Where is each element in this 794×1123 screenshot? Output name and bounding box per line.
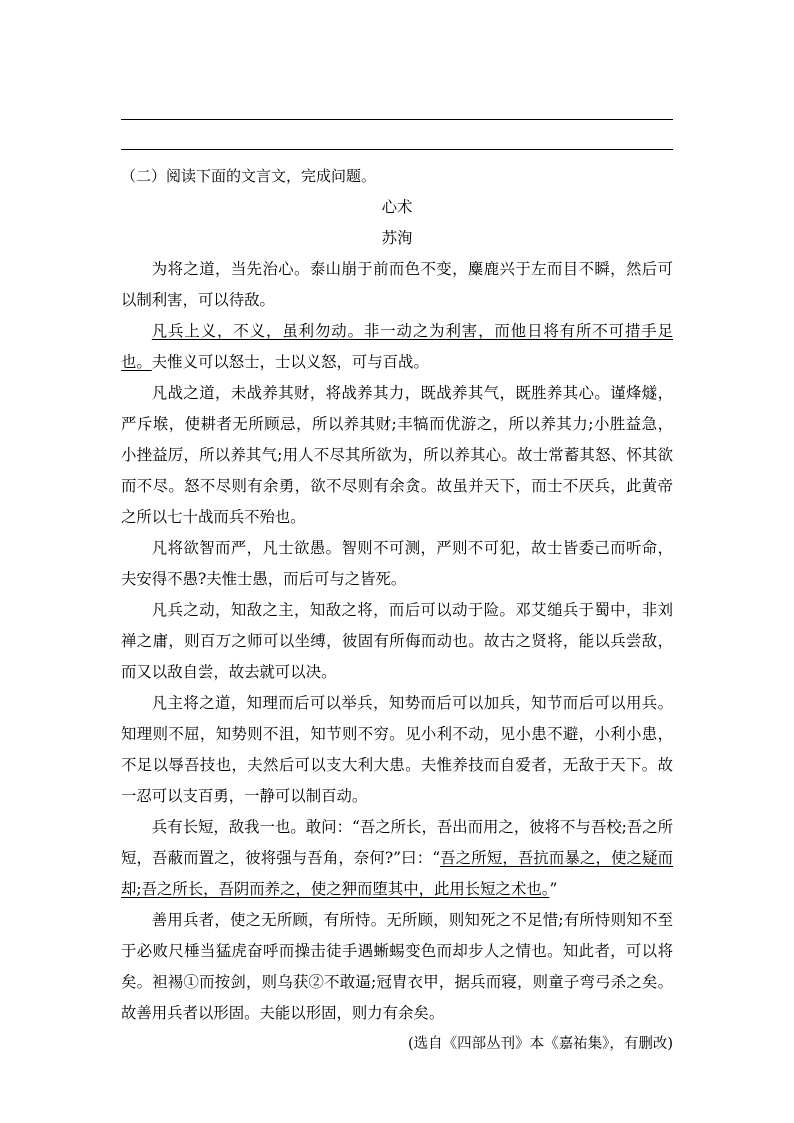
essay-paragraph-7 [121, 812, 673, 905]
answer-line-1 [121, 119, 673, 120]
essay-author: 苏洵 [381, 229, 413, 247]
essay-paragraph-5 [121, 595, 673, 688]
paragraph-text: 凡将欲智而严，凡士欲愚。智则不可测，严则不可犯，故士皆委己而听命，夫安得不愚?夫惟士愚，而后可与之皆死。 [121, 539, 673, 588]
paragraph-text: 善用兵者，使之无所顾，有所恃。无所顾，则知死之不足惜;有所恃则知不至于必败尺棰当猛虎奋呼而操击徒手遇蜥蜴变色而却步人之情也。知此者，可以将矣。袒裼①而按剑，则乌获②不敢逼;冠胄衣甲，据兵而寝，则童子弯弓杀之矣。故善用兵者以形固。夫能以形固，则力有余矣。 [121, 911, 673, 1022]
essay-paragraph-1 [121, 254, 673, 316]
paragraph-text: 凡战之道，未战养其财，将战养其力，既战养其气，既胜养其心。谨烽燧，严斥堠，使耕者无所顾忌，所以养其财;丰犒而优游之，所以养其力;小胜益急， 小挫益厉，所以养其气;用人不尽其所欲为，所以养其心。故士常蓄其怒、怀其欲而不尽。怒不尽则有余勇，欲不尽则有余贪。故虽并天下，而士不厌兵，此黄帝之所以七十战而兵不殆也。 [121, 384, 673, 526]
essay-paragraph-3 [121, 378, 673, 533]
essay-paragraph-6 [121, 688, 673, 812]
underlined-sentence: 吾之所短，吾抗而暴之，使之疑而却;吾之所长，吾阴而养之，使之狎而堕其中，此用长短之术也。 [121, 849, 673, 898]
paragraph-text: 兵有长短，敌我一也。敢问：“吾之所长，吾出而用之，彼将不与吾校;吾之所短，吾蔽而置之，彼将强与吾角，奈何?”曰：“ [121, 818, 673, 867]
source-note: (选自《四部丛刊》本《嘉祐集》，有删改) [407, 1036, 673, 1052]
essay-paragraph-2 [121, 316, 673, 378]
underlined-sentence: 凡兵上义，不义，虽利勿动。非一动之为利害，而他日将有所不可措手足也。 [121, 322, 673, 371]
answer-line-2 [121, 149, 673, 150]
essay-paragraph-4 [121, 533, 673, 595]
paragraph-text: 为将之道，当先治心。泰山崩于前而色不变，麋鹿兴于左而目不瞬，然后可以制利害，可以待敌。 [121, 260, 673, 309]
essay-paragraphs [121, 254, 673, 1029]
document-body [121, 161, 673, 1060]
paragraph-text: 夫惟义可以怒士，士以义怒，可与百战。 [151, 353, 429, 371]
paragraph-text: 凡主将之道，知理而后可以举兵，知势而后可以加兵，知节而后可以用兵。知理则不屈，知势则不沮，知节则不穷。见小利不动，见小患不避，小利小患，不足以辱吾技也，夫然后可以支大利大患。夫惟养技而自爱者，无敌于天下。故一忍可以支百勇，一静可以制百动。 [121, 694, 673, 805]
question-heading: （二）阅读下面的文言文，完成问题。 [121, 167, 377, 185]
paragraph-text: 凡兵之动，知敌之主，知敌之将，而后可以动于险。邓艾缒兵于蜀中，非刘禅之庸，则百万之师可以坐缚，彼固有所侮而动也。故古之贤将，能以兵尝敌，而又以敌自尝，故去就可以决。 [121, 601, 673, 681]
essay-title: 心术 [381, 198, 413, 216]
essay-paragraph-8 [121, 905, 673, 1029]
paragraph-text: ” [549, 880, 558, 898]
